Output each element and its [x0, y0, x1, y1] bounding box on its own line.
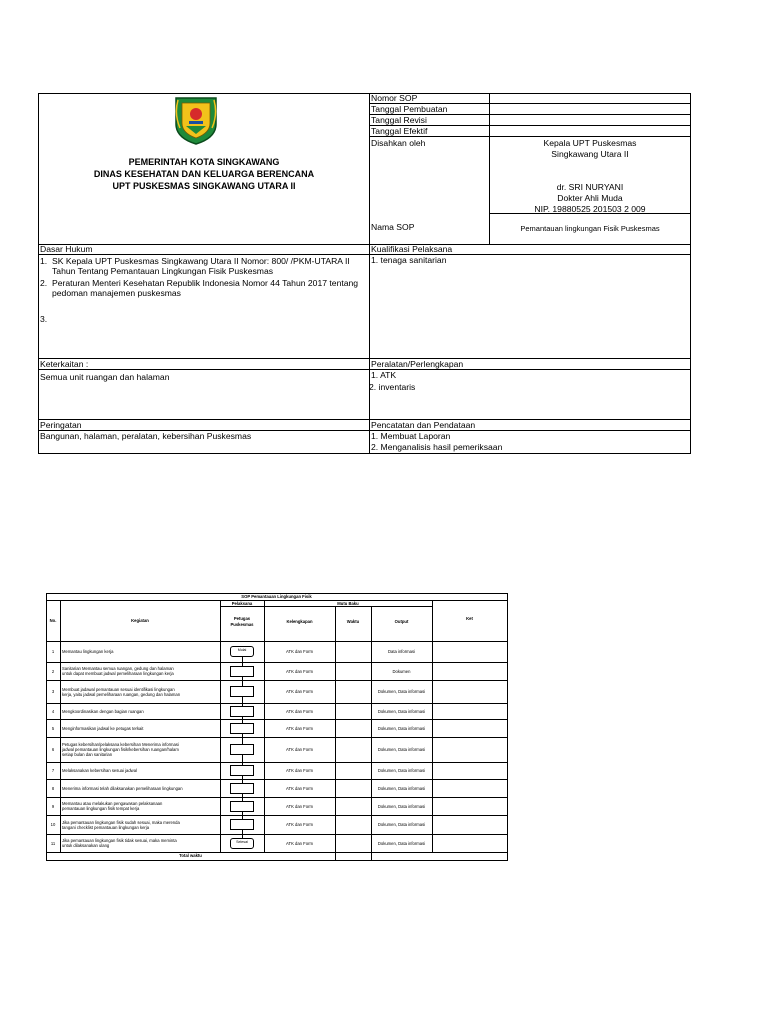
dasar-hukum-2b: pedoman manajemen puskesmas	[52, 288, 181, 298]
flow-end-terminator: Selesai	[230, 838, 254, 849]
dasar-hukum-1b: Tahun Tentang Pemantauan Lingkungan Fisik Puskesmas	[52, 266, 274, 276]
label-tanggal-efektif: Tanggal Efektif	[371, 126, 428, 136]
col-header-no: No.	[49, 618, 57, 623]
table-row-activity: Jika pemantauan lingkungan fisik sudah sesuai, maka merenda	[62, 819, 180, 825]
dasar-hukum-2-num: 2.	[40, 278, 48, 288]
peralatan-item-2: 2. inventaris	[369, 382, 416, 392]
section-peringatan: Peringatan	[40, 420, 82, 430]
table-row-output: Dokumen, Data informasi	[377, 785, 426, 791]
col-header-kelengkapan: Kelengkapan	[286, 619, 313, 624]
flow-process-box	[230, 801, 254, 812]
flow-connector-arrow	[242, 657, 243, 666]
table-row-kelengkapan: ATK dan Form	[286, 803, 313, 809]
table-row-activity: Memantau atau melakukan pengawasan pelaksanaan	[62, 801, 163, 806]
table-row-activity: Mengkoordinasikan dengan bagian ruangan	[62, 708, 144, 714]
approver-position-line2: Singkawang Utara II	[551, 149, 629, 159]
table-row-activity: Membuat jadawal pemantauan sesuai identifikasi lingkungan	[62, 686, 175, 692]
table-row-output: Dokumen, Data informasi	[377, 840, 426, 846]
table-row-output: Dokumen	[392, 668, 411, 674]
approver-position-line1: Kepala UPT Puskesmas	[543, 138, 637, 148]
org-name-line3: UPT PUSKESMAS SINGKAWANG UTARA II	[112, 181, 296, 191]
table-row-rule	[46, 797, 507, 798]
flow-process-box	[230, 706, 254, 717]
keterkaitan-item-1: Semua unit ruangan dan halaman	[40, 372, 170, 382]
col-header-puskesmas: Puskesmas	[230, 622, 254, 627]
table-row-rule	[46, 662, 507, 663]
dasar-hukum-3-num: 3.	[40, 314, 48, 324]
table-row-number: 6	[51, 747, 55, 752]
table-row-kelengkapan: ATK dan Form	[286, 768, 313, 773]
peringatan-item-1: Bangunan, halaman, peralatan, kebersihan Puskesmas	[40, 431, 252, 441]
flow-connector-arrow	[242, 734, 243, 745]
table-total-label: Total waktu	[179, 853, 202, 858]
regional-emblem-icon	[172, 94, 220, 146]
flow-connector-arrow	[242, 755, 243, 765]
table-row-number: 7	[51, 768, 55, 773]
section-dasar-hukum: Dasar Hukum	[40, 244, 93, 254]
table-row-kelengkapan: ATK dan Form	[286, 785, 313, 791]
table-row-activity: Petugas kebersihan/pelaksana kebersihan Menerima informasi	[62, 742, 179, 747]
table-row-output: Dokumen, Data informasi	[377, 747, 426, 752]
table-row-number: 8	[51, 785, 55, 791]
table-row-output: Dokumen, Data informasi	[377, 689, 426, 694]
section-peralatan: Peralatan/Perlengkapan	[371, 359, 464, 369]
table-row-number: 11	[50, 840, 56, 846]
flow-process-box	[230, 783, 254, 794]
table-col-rule	[371, 852, 372, 860]
signer-nip: NIP. 19880525 201503 2 009	[534, 204, 646, 214]
flow-connector-arrow	[242, 830, 243, 838]
table-row-rule	[46, 779, 507, 780]
table-row-number: 10	[50, 822, 56, 827]
peralatan-item-1: 1. ATK	[371, 370, 397, 380]
table-row-activity: pemantauan lingkungan fisik tempat kerja	[62, 806, 140, 811]
table-row-activity: untuk dilaksanakan ulang	[62, 843, 110, 848]
section-keterkaitan: Keterkaitan :	[40, 359, 89, 369]
org-name-line2: DINAS KESEHATAN DAN KELUARGA BERENCANA	[93, 169, 315, 179]
section-kualifikasi: Kualifikasi Pelaksana	[371, 244, 453, 254]
table-row-rule	[46, 703, 507, 704]
table-row-activity: jadwal pemantauan lingkungan fisik/kebersihan ruangan/halam	[62, 747, 179, 752]
table-border-bottom	[46, 860, 508, 861]
table-row-rule	[46, 737, 507, 738]
label-nomor-sop: Nomor SOP	[371, 93, 418, 103]
table-row-rule	[46, 641, 507, 642]
table-row-activity: kerja, yaitu jadwal pemeliharaan ruangan, gedung dan halaman	[62, 691, 181, 697]
col-header-waktu: Waktu	[346, 619, 360, 624]
table-row-activity: Menginformasikan jadwal ke petugas terkait	[62, 725, 144, 731]
table-row-activity: Jika pemantauan lingkungan fisik tidak sesuai, maka meminta	[62, 838, 177, 843]
col-header-mutu-baku: Mutu Baku	[337, 601, 359, 606]
table-row-output: Dokumen, Data informasi	[377, 708, 426, 714]
pencatatan-item-1: 1. Membuat Laporan	[371, 431, 451, 441]
flow-process-box	[230, 819, 254, 830]
col-header-pelaksana: Pelaksana	[231, 601, 253, 606]
col-header-output: Output	[394, 619, 409, 624]
label-tanggal-pembuatan: Tanggal Pembuatan	[371, 104, 448, 114]
label-disahkan-oleh: Disahkan oleh	[371, 138, 426, 148]
pencatatan-item-2: 2. Menganalisis hasil pemeriksaan	[371, 442, 503, 452]
table-header-rule	[220, 606, 432, 607]
table-row-rule	[46, 680, 507, 681]
table-row-activity: Melaksanakan kebersihan sesuai jadwal	[62, 768, 137, 773]
table-row-kelengkapan: ATK dan Form	[286, 708, 313, 714]
table-row-number: 9	[51, 803, 55, 809]
col-header-ket: Ket	[466, 616, 473, 621]
table-row-rule	[46, 815, 507, 816]
table-row-number: 5	[51, 725, 55, 731]
col-header-petugas: Petugas	[233, 616, 251, 621]
flow-connector-arrow	[242, 697, 243, 706]
dasar-hukum-1a: SK Kepala UPT Puskesmas Singkawang Utara II Nomor: 800/ /PKM-UTARA II	[52, 256, 350, 266]
flow-connector-arrow	[242, 794, 243, 801]
table-row-output: Dokumen, Data informasi	[377, 822, 426, 827]
org-name-line1: PEMERINTAH KOTA SINGKAWANG	[128, 157, 280, 167]
flow-process-box	[230, 744, 254, 755]
table-row-rule	[46, 834, 507, 835]
table-row-kelengkapan: ATK dan Form	[286, 747, 313, 752]
flow-process-box	[230, 723, 254, 734]
table-row-number: 2	[51, 668, 55, 674]
table-row-number: 3	[51, 689, 55, 694]
table-border-right	[507, 593, 508, 860]
flow-table-title: SOP Pemantauan Lingkungan Fisik	[241, 594, 312, 599]
table-row-kelengkapan: ATK dan Form	[286, 649, 313, 654]
table-row-activity: tangani checklist pemantauan lingkungan kerja	[62, 824, 150, 830]
flow-process-box	[230, 666, 254, 677]
dasar-hukum-1-num: 1.	[40, 256, 48, 266]
nama-sop-value: Pemantauan lingkungan Fisik Puskesmas	[520, 224, 660, 233]
label-tanggal-revisi: Tanggal Revisi	[371, 115, 427, 125]
flow-connector-arrow	[242, 677, 243, 687]
table-row-number: 4	[51, 708, 55, 714]
col-header-kegiatan: Kegiatan	[131, 618, 149, 623]
table-row-activity: Menerima informasi telah dilaksanakan pemeliharaan lingkungan	[62, 785, 183, 791]
table-row-kelengkapan: ATK dan Form	[286, 668, 313, 674]
table-row-activity: setiap bulan dan sanitarian	[62, 752, 113, 757]
table-row-output: Dokumen, Data informasi	[377, 725, 426, 731]
table-row-activity: untuk dapat membuat jadwal pemeliharaan lingkungan kerja	[62, 671, 174, 676]
signer-name: dr. SRI NURYANI	[556, 182, 624, 192]
table-row-kelengkapan: ATK dan Form	[286, 822, 313, 827]
table-row-output: Data informasi	[388, 649, 415, 654]
table-row-rule	[46, 762, 507, 763]
table-row-output: Dokumen, Data informasi	[377, 803, 426, 809]
table-col-rule	[60, 600, 61, 606]
kualifikasi-item-1: 1. tenaga sanitarian	[371, 255, 447, 265]
table-col-rule	[335, 852, 336, 860]
flow-connector-arrow	[242, 812, 243, 820]
table-row-activity: Memantau lingkungan kerja	[62, 649, 114, 654]
table-row-number: 1	[51, 649, 55, 654]
table-row-kelengkapan: ATK dan Form	[286, 840, 313, 846]
flow-start-terminator: Mulai	[230, 646, 254, 657]
table-row-kelengkapan: ATK dan Form	[286, 725, 313, 731]
signer-title: Dokter Ahli Muda	[557, 193, 623, 203]
flow-process-box	[230, 686, 254, 697]
table-row-kelengkapan: ATK dan Form	[286, 689, 313, 694]
section-pencatatan: Pencatatan dan Pendataan	[371, 420, 476, 430]
table-row-rule	[46, 719, 507, 720]
table-row-output: Dokumen, Data informasi	[377, 768, 426, 773]
label-nama-sop: Nama SOP	[371, 222, 415, 232]
flow-process-box	[230, 765, 254, 776]
dasar-hukum-2a: Peraturan Menteri Kesehatan Republik Indonesia Nomor 44 Tahun 2017 tentang	[52, 278, 359, 288]
table-row-activity: Sanitarian Memantau semua ruangan, gedung dan halaman	[62, 666, 174, 671]
